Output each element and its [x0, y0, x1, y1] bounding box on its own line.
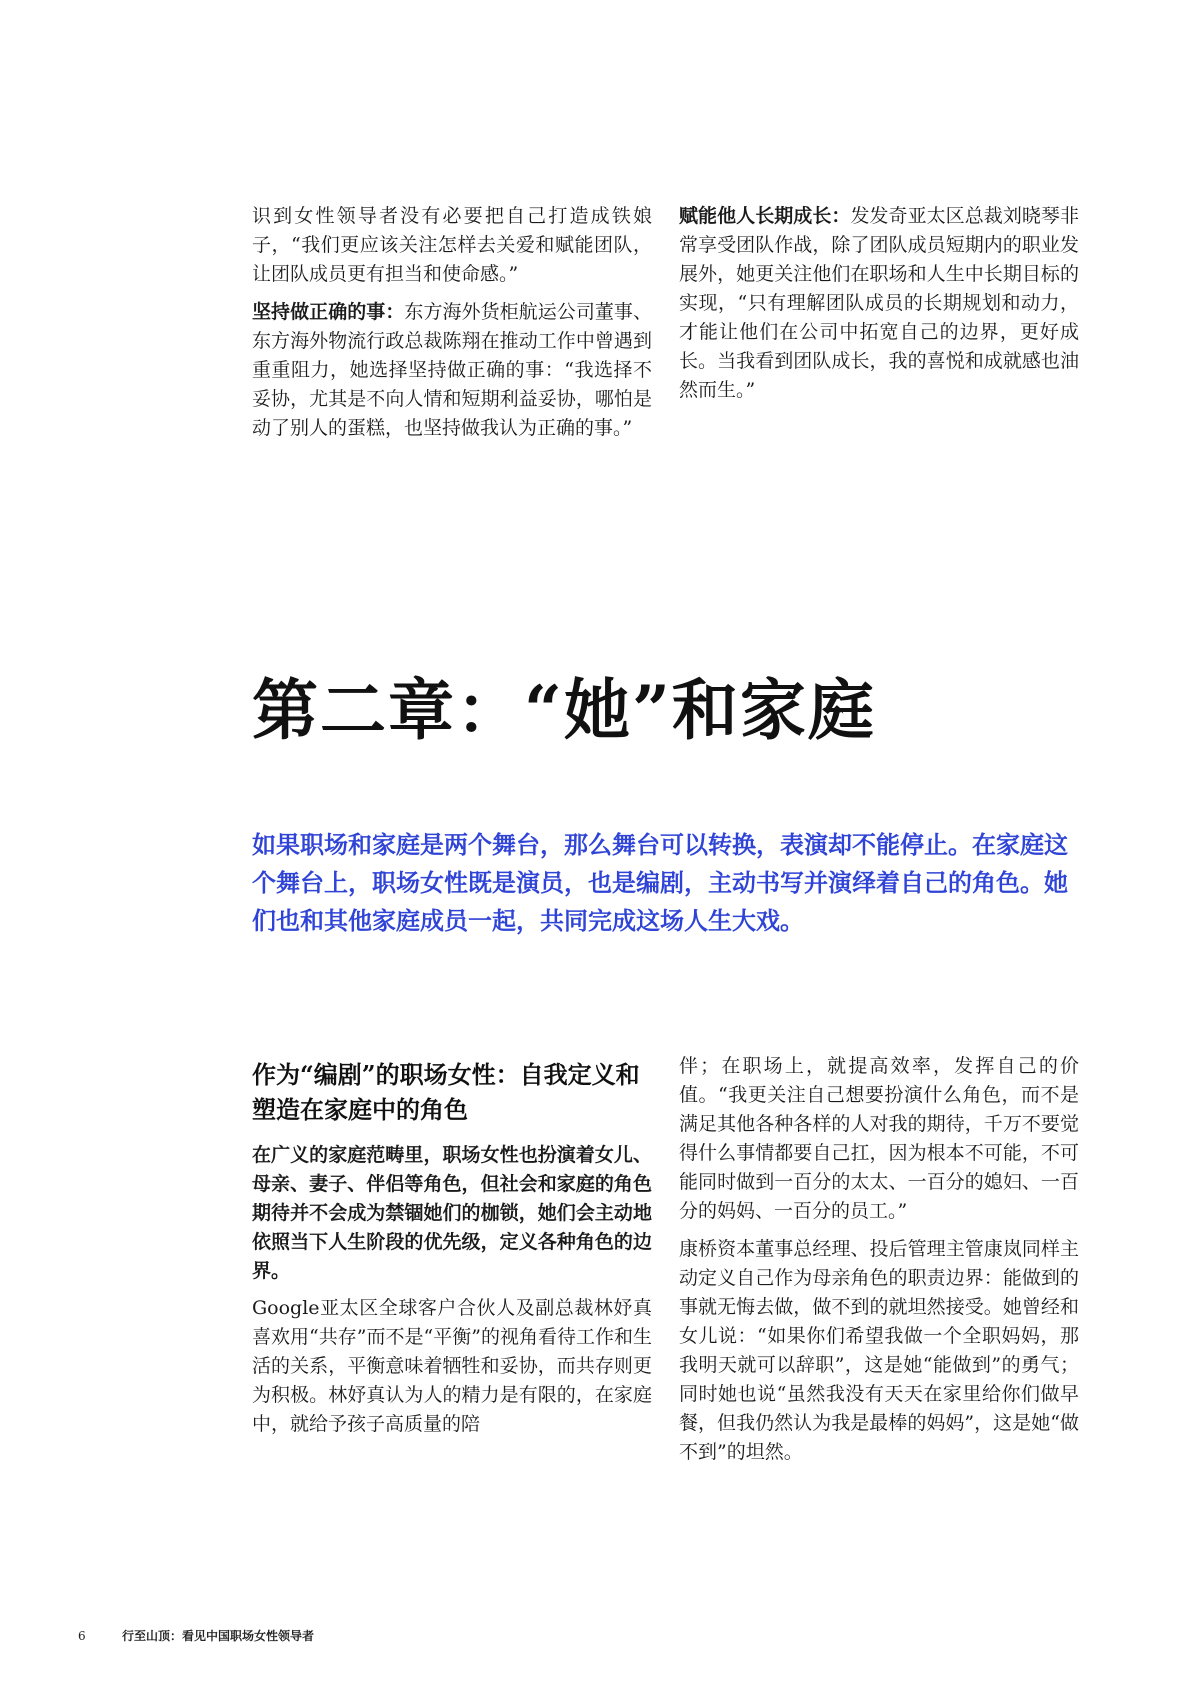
paragraph [679, 202, 1079, 405]
paragraph [252, 298, 652, 443]
paragraph-body: 东方海外货柜航运公司董事、东方海外物流行政总裁陈翔在推动工作中曾遇到重重阻力，她选择坚持做正确的事：“我选择不妥协，尤其是不向人情和短期利益妥协，哪怕是动了别人的蛋糕，也坚持做我认为正确的事。” [252, 301, 652, 439]
bottom-left-column [252, 1141, 652, 1448]
chapter-title: 第二章：“她”和家庭 [252, 671, 876, 749]
publication-title: 行至山顶：看见中国职场女性领导者 [122, 1629, 315, 1643]
paragraph: 伴；在职场上，就提高效率，发挥自己的价值。“我更关注自己想要扮演什么角色，而不是满足其他各种各样的人对我的期待，千万不要觉得什么事情都要自己扛，因为根本不可能，不可能同时做到一百分的太太、一百分的媳妇、一百分的妈妈、一百分的员工。” [679, 1055, 1079, 1222]
section-summary: 在广义的家庭范畴里，职场女性也扮演着女儿、母亲、妻子、伴侣等角色，但社会和家庭的角色期待并不会成为禁锢她们的枷锁，她们会主动地依照当下人生阶段的优先级，定义各种角色的边界。 [252, 1144, 652, 1282]
top-left-column [252, 202, 652, 452]
chapter-intro: 如果职场和家庭是两个舞台，那么舞台可以转换，表演却不能停止。在家庭这个舞台上，职场女性既是演员，也是编剧，主动书写并演绎着自己的角色。她们也和其他家庭成员一起，共同完成这场人生大戏。 [252, 830, 1068, 935]
paragraph-lead: 赋能他人长期成长： [679, 205, 851, 227]
paragraph: Google亚太区全球客户合伙人及副总裁林妤真喜欢用“共存”而不是“平衡”的视角看待工作和生活的关系，平衡意味着牺牲和妥协，而共存则更为积极。林妤真认为人的精力是有限的，在家庭中，就给予孩子高质量的陪 [252, 1297, 652, 1435]
page-footer [78, 1628, 314, 1644]
top-right-column [679, 202, 1079, 414]
paragraph: 识到女性领导者没有必要把自己打造成铁娘子，“我们更应该关注怎样去关爱和赋能团队，让团队成员更有担当和使命感。” [252, 205, 652, 285]
section-title: 作为“编剧”的职场女性：自我定义和塑造在家庭中的角色 [252, 1060, 640, 1124]
bottom-right-column [679, 1052, 1079, 1476]
paragraph-body: 发发奇亚太区总裁刘晓琴非常享受团队作战，除了团队成员短期内的职业发展外，她更关注他们在职场和人生中长期目标的实现，“只有理解团队成员的长期规划和动力，才能让他们在公司中拓宽自己的边界，更好成长。当我看到团队成长，我的喜悦和成就感也油然而生。” [679, 205, 1079, 401]
paragraph: 康桥资本董事总经理、投后管理主管康岚同样主动定义自己作为母亲角色的职责边界：能做到的事就无悔去做，做不到的就坦然接受。她曾经和女儿说：“如果你们希望我做一个全职妈妈，那我明天就可以辞职”，这是她“能做到”的勇气；同时她也说“虽然我没有天天在家里给你们做早餐，但我仍然认为我是最棒的妈妈”，这是她“做不到”的坦然。 [679, 1238, 1079, 1463]
page-number: 6 [78, 1629, 86, 1643]
paragraph-lead: 坚持做正确的事： [252, 301, 405, 323]
